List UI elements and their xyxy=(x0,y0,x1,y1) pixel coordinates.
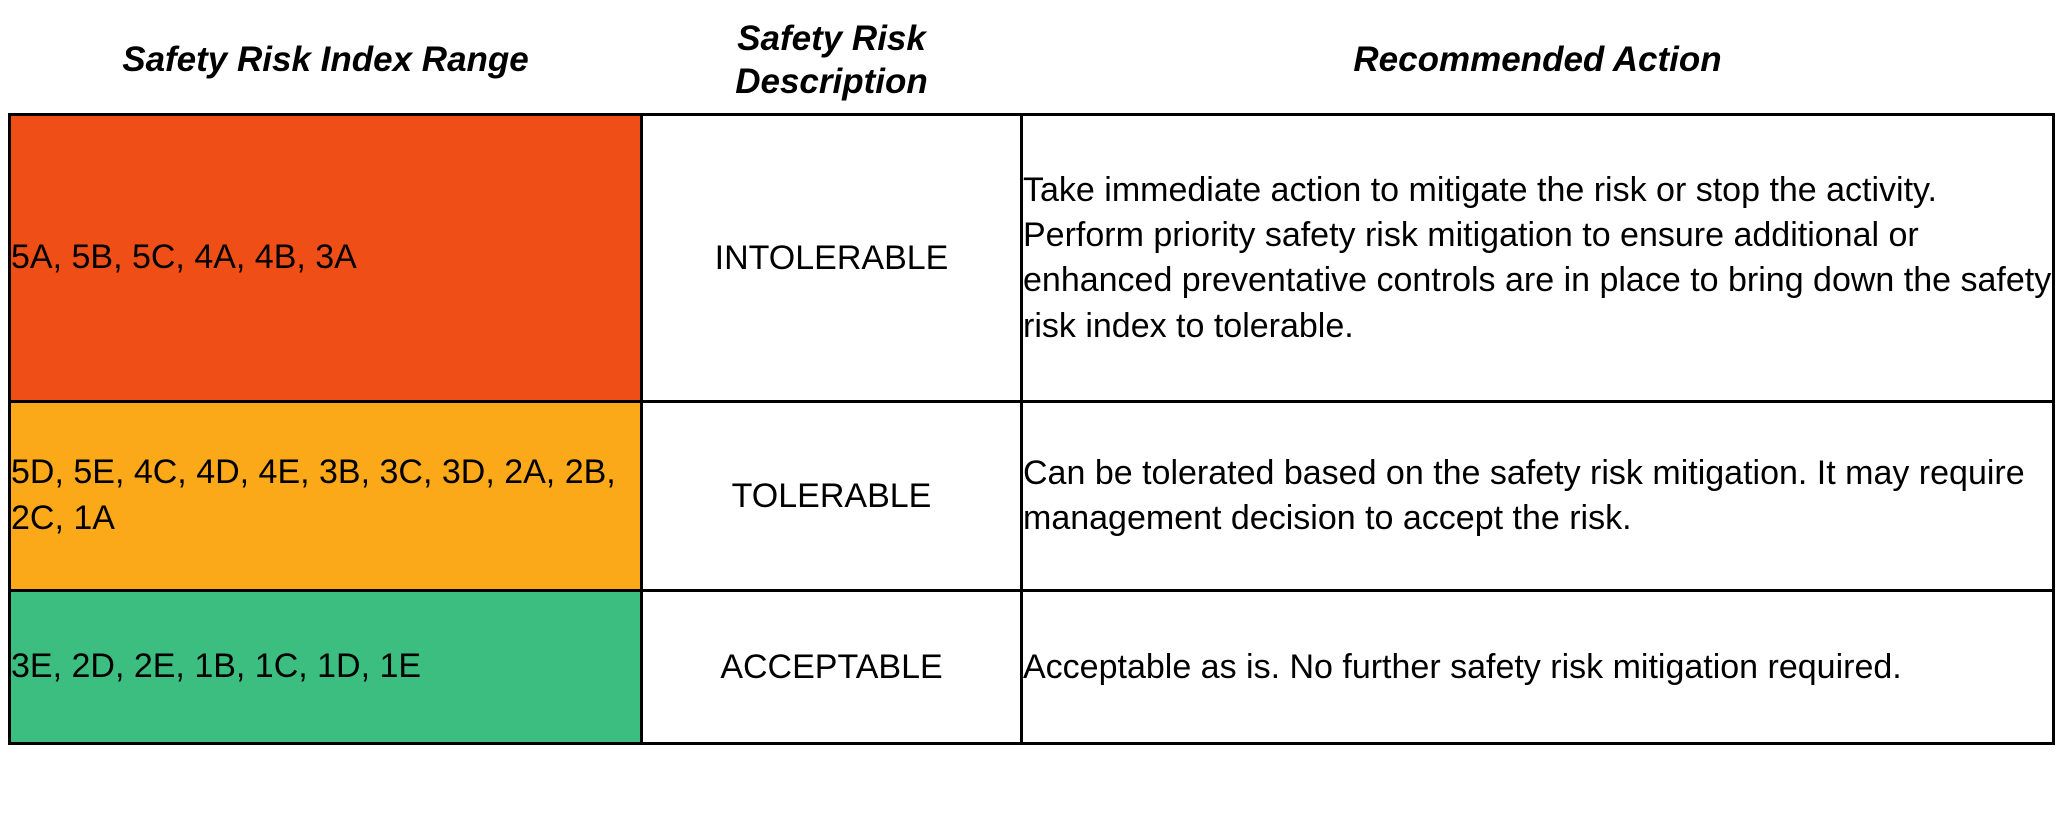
recommended-action-intolerable: Take immediate action to mitigate the risk or stop the activity. Perform priority safety risk mitigation to ensure additional or enhanced preventative controls are in place to bring down the safety risk index to tolerable. xyxy=(1022,115,2054,402)
risk-index-range-intolerable: 5A, 5B, 5C, 4A, 4B, 3A xyxy=(10,115,642,402)
recommended-action-tolerable: Can be tolerated based on the safety risk mitigation. It may require management decision to accept the risk. xyxy=(1022,402,2054,591)
table-header-row xyxy=(10,8,2054,115)
safety-risk-table xyxy=(8,8,2055,745)
risk-index-range-acceptable: 3E, 2D, 2E, 1B, 1C, 1D, 1E xyxy=(10,591,642,744)
risk-description-acceptable: ACCEPTABLE xyxy=(642,591,1022,744)
table-row xyxy=(10,115,2054,402)
column-header-action: Recommended Action xyxy=(1022,8,2054,115)
recommended-action-acceptable: Acceptable as is. No further safety risk mitigation required. xyxy=(1022,591,2054,744)
table-row xyxy=(10,591,2054,744)
risk-description-tolerable: TOLERABLE xyxy=(642,402,1022,591)
column-header-description: Safety Risk Description xyxy=(642,8,1022,115)
column-header-range: Safety Risk Index Range xyxy=(10,8,642,115)
risk-description-intolerable: INTOLERABLE xyxy=(642,115,1022,402)
table-row xyxy=(10,402,2054,591)
risk-index-range-tolerable: 5D, 5E, 4C, 4D, 4E, 3B, 3C, 3D, 2A, 2B, 2C, 1A xyxy=(10,402,642,591)
risk-matrix-document xyxy=(0,8,2067,824)
